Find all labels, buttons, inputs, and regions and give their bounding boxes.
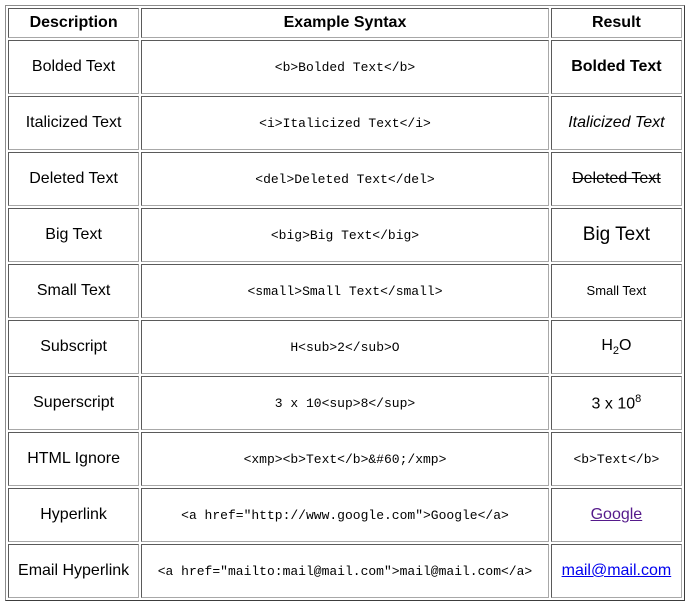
table-row xyxy=(8,376,682,430)
reference-table xyxy=(5,5,685,601)
syntax-cell: <big>Big Text</big> xyxy=(141,208,549,262)
syntax-cell: <del>Deleted Text</del> xyxy=(141,152,549,206)
header-result: Result xyxy=(551,8,682,38)
result-superscript-value: 8 xyxy=(635,392,642,405)
description-cell: Email Hyperlink xyxy=(8,544,139,598)
table-row xyxy=(8,320,682,374)
table-row xyxy=(8,152,682,206)
description-cell: Hyperlink xyxy=(8,488,139,542)
result-cell xyxy=(551,320,682,374)
result-cell xyxy=(551,488,682,542)
result-superscript-base: 3 x 10 xyxy=(591,395,636,413)
description-cell: Italicized Text xyxy=(8,96,139,150)
result-cell xyxy=(551,544,682,598)
table-row xyxy=(8,208,682,262)
description-cell: Superscript xyxy=(8,376,139,430)
table-row xyxy=(8,40,682,94)
result-subscript-after: O xyxy=(619,336,632,354)
syntax-cell: <xmp><b>Text</b>&#60;/xmp> xyxy=(141,432,549,486)
header-row xyxy=(8,8,682,38)
google-link[interactable]: Google xyxy=(590,506,643,523)
result-cell xyxy=(551,96,682,150)
result-ignored-html: <b>Text</b> xyxy=(573,452,660,467)
syntax-cell: 3 x 10<sup>8</sup> xyxy=(141,376,549,430)
result-italic-text: Italicized Text xyxy=(568,114,665,131)
table-row xyxy=(8,96,682,150)
header-description: Description xyxy=(8,8,139,38)
result-subscript-value: 2 xyxy=(612,345,620,358)
table-row xyxy=(8,264,682,318)
syntax-cell: <b>Bolded Text</b> xyxy=(141,40,549,94)
result-cell xyxy=(551,208,682,262)
result-cell xyxy=(551,432,682,486)
description-cell: Small Text xyxy=(8,264,139,318)
description-cell: Bolded Text xyxy=(8,40,139,94)
result-cell xyxy=(551,152,682,206)
description-cell: Big Text xyxy=(8,208,139,262)
table-row xyxy=(8,544,682,598)
syntax-cell: <i>Italicized Text</i> xyxy=(141,96,549,150)
result-small-text: Small Text xyxy=(586,283,647,298)
syntax-cell: <a href="mailto:mail@mail.com">mail@mail.com</a> xyxy=(141,544,549,598)
syntax-cell: <small>Small Text</small> xyxy=(141,264,549,318)
html-formatting-reference xyxy=(5,5,685,601)
table-row xyxy=(8,432,682,486)
result-bold-text: Bolded Text xyxy=(571,58,662,75)
header-syntax: Example Syntax xyxy=(141,8,549,38)
description-cell: Deleted Text xyxy=(8,152,139,206)
result-cell xyxy=(551,376,682,430)
description-cell: Subscript xyxy=(8,320,139,374)
result-big-text: Big Text xyxy=(582,224,651,245)
result-deleted-text: Deleted Text xyxy=(572,170,661,187)
result-cell xyxy=(551,40,682,94)
result-cell xyxy=(551,264,682,318)
email-link[interactable]: mail@mail.com xyxy=(561,562,672,579)
syntax-cell: <a href="http://www.google.com">Google</a> xyxy=(141,488,549,542)
description-cell: HTML Ignore xyxy=(8,432,139,486)
table-row xyxy=(8,488,682,542)
syntax-cell: H<sub>2</sub>O xyxy=(141,320,549,374)
result-subscript-base: H xyxy=(601,336,613,354)
